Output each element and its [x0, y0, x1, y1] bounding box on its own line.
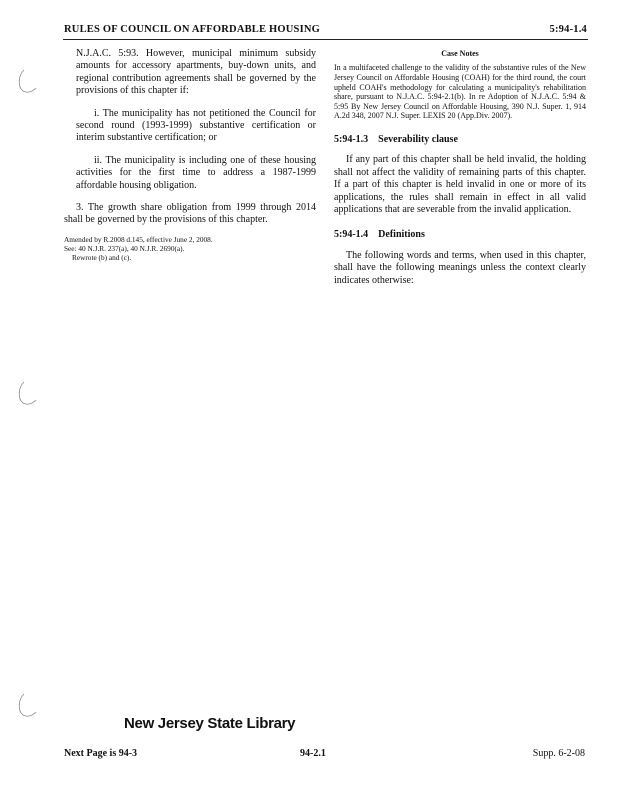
severability-text: If any part of this chapter shall be held invalid, the holding shall not affect the validity of remaining parts of this chapter. If a part of this chapter is held invalid in one or more of its applications, the rules shall remain in effect in all valid applications that are severable from the invalid application.	[334, 154, 586, 215]
library-stamp: New Jersey State Library	[124, 715, 296, 732]
section-heading-1-4	[334, 229, 586, 241]
section-title: Severability clause	[378, 133, 458, 145]
scan-margin-mark-icon	[14, 380, 38, 408]
right-column	[334, 48, 586, 287]
definitions-text: The following words and terms, when used in this chapter, shall have the following meanings unless the context clearly indicates otherwise:	[334, 249, 586, 286]
case-notes-title: Case Notes	[441, 49, 479, 58]
footer-next-page: Next Page is 94-3	[64, 748, 138, 759]
footer-page-number: 94-2.1	[300, 748, 326, 759]
history-line-1: Amended by R.2008 d.145, effective June 2, 2008.	[64, 234, 213, 244]
list-item-i: i. The municipality has not petitioned the Council for second round (1993-1999) substantive certification or interim substantive certification; or	[76, 107, 316, 144]
paragraph-continued: N.J.A.C. 5:93. However, municipal minimum subsidy amounts for accessory apartments, buy-down units, and regional contribution agreements shall be governed by the provisions of this chapter if:	[76, 48, 316, 97]
footer-supplement: Supp. 6-2-08	[532, 748, 585, 759]
section-number: 5:94-1.3	[334, 133, 369, 145]
history-note	[64, 235, 316, 262]
header-title: RULES OF COUNCIL ON AFFORDABLE HOUSING	[64, 24, 321, 35]
scan-margin-mark-icon	[14, 68, 38, 96]
history-line-2: See: 40 N.J.R. 237(a), 40 N.J.R. 2690(a).	[64, 243, 185, 253]
left-column	[64, 48, 316, 262]
scan-margin-mark-icon	[14, 692, 38, 720]
list-item-ii: ii. The municipality is including one of these housing activities for the first time to address a 1987-1999 affordable housing obligation.	[76, 154, 316, 191]
header-section-range: 5:94-1.4	[549, 24, 587, 35]
header-rule	[63, 39, 588, 40]
history-line-3: Rewrote (b) and (c).	[72, 252, 132, 262]
paragraph-3: 3. The growth share obligation from 1999 through 2014 shall be governed by the provisions of this chapter.	[64, 202, 316, 226]
section-number: 5:94-1.4	[334, 229, 369, 241]
section-heading-1-3	[334, 134, 586, 146]
case-notes-text: In a multifaceted challenge to the validity of the substantive rules of the New Jersey Council on Affordable Housing (COAH) for the third round, the court upheld COAH's methodology for calculating a municipality's rehabilitation share, pursuant to N.J.A.C. 5:94-2.1(b). In re Adoption of N.J.A.C. 5:94 & 5:95 By New Jersey Council on Affordable Housing, 390 N.J. Super. 1, 914 A.2d 348, 2007 N.J. Super. LEXIS 20 (App.Div. 2007).	[334, 63, 586, 121]
section-title: Definitions	[378, 229, 425, 241]
